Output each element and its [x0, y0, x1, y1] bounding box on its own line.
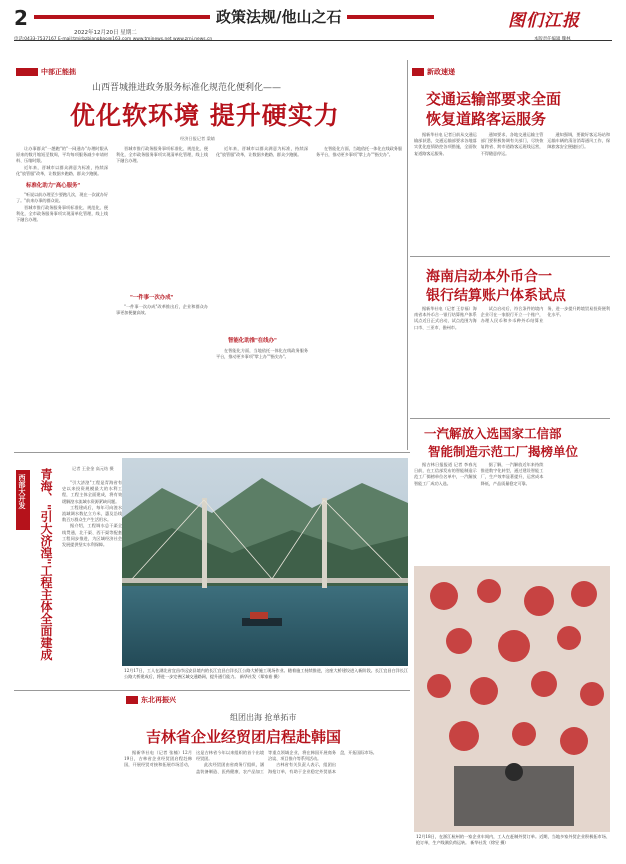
main-paragraph: "听说以前办理至少要跑几次，现在一次就办好了。"前来办事的群众说。	[16, 192, 108, 204]
side-paragraph: 据介绍，工程调水总干渠全线贯通，北干渠、西干渠等配套工程同步推进，为区域经济社会发展提供坚实水利保障。	[62, 523, 122, 548]
main-headline: 优化软环境 提升硬实力	[70, 101, 340, 130]
photo-credit: 新华社发（郑家裕 摄）	[239, 674, 282, 680]
jilin-paragraph: 吉林省有关负责人表示，组团出海抢订单，有助于企业稳定外贸基本盘，开拓国际市场。	[268, 750, 377, 774]
main-paragraph: 近年来，晋城市以群众满意为标准，持续深化"放管服"改革，让数据多跑路、群众少跑腿。	[216, 146, 308, 158]
side-paragraph: "引大济湟"工程是青海省有史以来投资规模最大的水利工程，工程主体全面建成，将有效缓解湟水流域水资源紧缺问题。	[62, 480, 122, 504]
side-byline: 记者 王金金 高元结 摄	[72, 466, 114, 471]
main-paragraph: 晋城市推行政务服务事项标准化、规范化、便利化，全市政务服务事项实现清单化管理，线上线下融合办理。	[116, 146, 208, 164]
section-tag-central	[16, 66, 76, 78]
bridge-photo-image	[122, 458, 408, 666]
factory-caption-text: 12月18日，在浙江杭州的一家企业车间内，工人在赶制外贸订单。近期，当地多家外贸企业积极拓市场、抢订单，生产线满负荷运转。	[416, 834, 610, 846]
hainan-headline-1: 海南启动本外币合一	[426, 269, 552, 285]
side-headline: 青海、"引大济湟"工程主体全面建成	[39, 468, 53, 661]
masthead-logo: 图们江报	[508, 11, 580, 31]
side-paragraph: 工程建成后，每年可向湟水流域调水数亿立方米，惠及沿线数百万群众生产生活用水。	[62, 504, 122, 523]
main-kicker: 山西晋城推进政务服务标准化规范化便利化——	[92, 83, 282, 93]
section-tag-northeast	[126, 694, 176, 706]
main-paragraph: 晋城市推行政务服务事项标准化、规范化、便利化，全市政务服务事项实现清单化管理，线上线下融合办理。	[16, 204, 108, 223]
main-paragraph: "一件事一次办成"改革推出后，企业和群众办事更加便捷高效。	[116, 303, 208, 316]
page-editor	[534, 36, 571, 42]
section-divider	[410, 256, 610, 257]
section-tag-new-policy	[412, 66, 455, 78]
factory-photo-image	[414, 566, 610, 832]
faw-headline-1: 一汽解放入选国家工信部	[424, 426, 562, 441]
section-tag-label: 东北再振兴	[141, 696, 176, 704]
section-title: 政策法规/他山之石	[210, 6, 347, 27]
bridge-photo	[122, 458, 408, 666]
main-paragraph: 在智能化方面，当地依托一体化在线政务服务平台，推动更多事项"掌上办""指尖办"。	[216, 347, 308, 359]
transport-body	[414, 132, 610, 252]
right-column-divider	[407, 60, 408, 450]
factory-photo-credit: 新华社发（徐昱 摄）	[470, 840, 509, 846]
main-byline: 经济日报记者 梁婧	[180, 136, 215, 141]
jilin-headline: 吉林省企业经贸团启程赴韩国	[146, 728, 342, 746]
faw-paragraph: 据吉林日报报道 记者 李春光 日前，在工信部发布的智能制造示范工厂揭榜单位名单中，一汽解放智能工厂成功入选。	[414, 462, 477, 486]
transport-headline-2: 恢复道路客运服务	[426, 110, 547, 128]
faw-body	[414, 462, 610, 562]
photo-caption	[124, 668, 408, 680]
hainan-headline-2: 银行结算账户体系试点	[426, 288, 566, 304]
bottom-rule	[14, 690, 410, 691]
section-tag-bar	[16, 68, 38, 76]
section-tag-label: 中部正能拙	[41, 68, 76, 76]
transport-paragraph: 据新华社电 记者日前从交通运输部获悉，交通运输部要求各地落实优化疫情防控各项措施，全面恢复道路客运服务。	[414, 132, 477, 156]
transport-paragraph: 通知要求，各地交通运输主管部门要积极协调有关部门，尽快恢复跨省、跨市道路客运班线运营，不得随意停运。	[480, 132, 544, 156]
photo-caption-text: 12月17日，工人在湖北省宜昌市远安县境内的长江宜昌白洋长江公路大桥施工现场作业。随着施工持续推进，这座大桥建设进入新阶段。长江宜昌白洋长江公路大桥建成后，将进一步完善区域交通路网，提升通行能力。	[124, 668, 408, 680]
side-body	[62, 480, 122, 700]
main-col-2	[116, 146, 208, 446]
section-divider	[410, 418, 610, 419]
main-paragraph: 让办事群众"一趟跑"的"一网通办"办理时限从原来的数月缩短至数周，平均每项服务减少申请材料、压缩时限。	[16, 146, 108, 164]
main-col-3	[216, 146, 308, 446]
factory-photo	[414, 566, 610, 832]
header-rule	[14, 40, 612, 41]
jilin-body	[124, 750, 408, 858]
transport-paragraph: 通知强调，要做好客运场站和运输车辆的清洁消毒通风工作，保障旅客安全便捷出行。	[547, 132, 610, 150]
header-info-line	[14, 36, 212, 42]
main-col-4	[316, 146, 402, 446]
side-top-rule	[14, 452, 410, 453]
main-subhead-3: 智能化助推"在线办"	[228, 338, 277, 345]
jilin-kicker: 组团出海 抢单拓市	[230, 713, 297, 722]
hainan-paragraph: 据新华社电（记者 王存福）海南省本外币合一银行结算账户体系试点近日正式启动，试点范围为海口市、三亚市、儋州市。	[414, 306, 477, 330]
transport-headline-1: 交通运输部要求全面	[426, 90, 562, 108]
main-paragraph: 在智能化方面，当地依托一体化在线政务服务平台，推动更多事项"掌上办""指尖办"。	[316, 146, 402, 158]
jilin-paragraph: 据新华社电（记者 张楠）12月19日，吉林省企业经贸团启程赴韩国，开展经贸对接和拓展市场活动，这是吉林省今年以来组织的首个出境经贸团。	[124, 750, 264, 768]
hainan-paragraph: 试点启动后，符合条件的境内企业可在一家银行开立一个账户，办理人民币和多币种外币结算业务，进一步提升跨境贸易投资便利化水平。	[480, 306, 610, 324]
issue-date: 2022年12月20日 星期二	[74, 30, 137, 36]
main-paragraph: 近年来，晋城市以群众满意为标准，持续深化"放管服"改革，让数据多跑路、群众少跑腿。	[16, 164, 108, 176]
faw-paragraph: 据了解，一汽解放近年来持续推进数字化转型，通过建设智能工厂，生产效率显著提升，运营成本降低，产品质量稳定可靠。	[480, 462, 544, 486]
main-subhead-2: "一件事一次办成"	[130, 294, 174, 301]
side-section-label: 西部大开发	[18, 474, 26, 509]
section-tag-label: 新政速递	[427, 68, 455, 76]
page-number: 2	[14, 6, 28, 30]
factory-caption	[416, 834, 610, 846]
faw-headline-2: 智能制造示范工厂揭榜单位	[428, 444, 579, 459]
section-tag-bar	[412, 68, 424, 76]
hainan-body	[414, 306, 610, 416]
main-subhead-1: 标准化助力"高心服务"	[26, 183, 81, 190]
section-tag-bar	[126, 696, 138, 704]
main-col-1	[16, 146, 108, 446]
jilin-paragraph: 此次经贸团由省商务厅组织，涵盖装备制造、医药健康、农产品加工等重点领域企业，将在韩国开展商务洽谈、项目推介等系列活动。	[196, 750, 336, 774]
